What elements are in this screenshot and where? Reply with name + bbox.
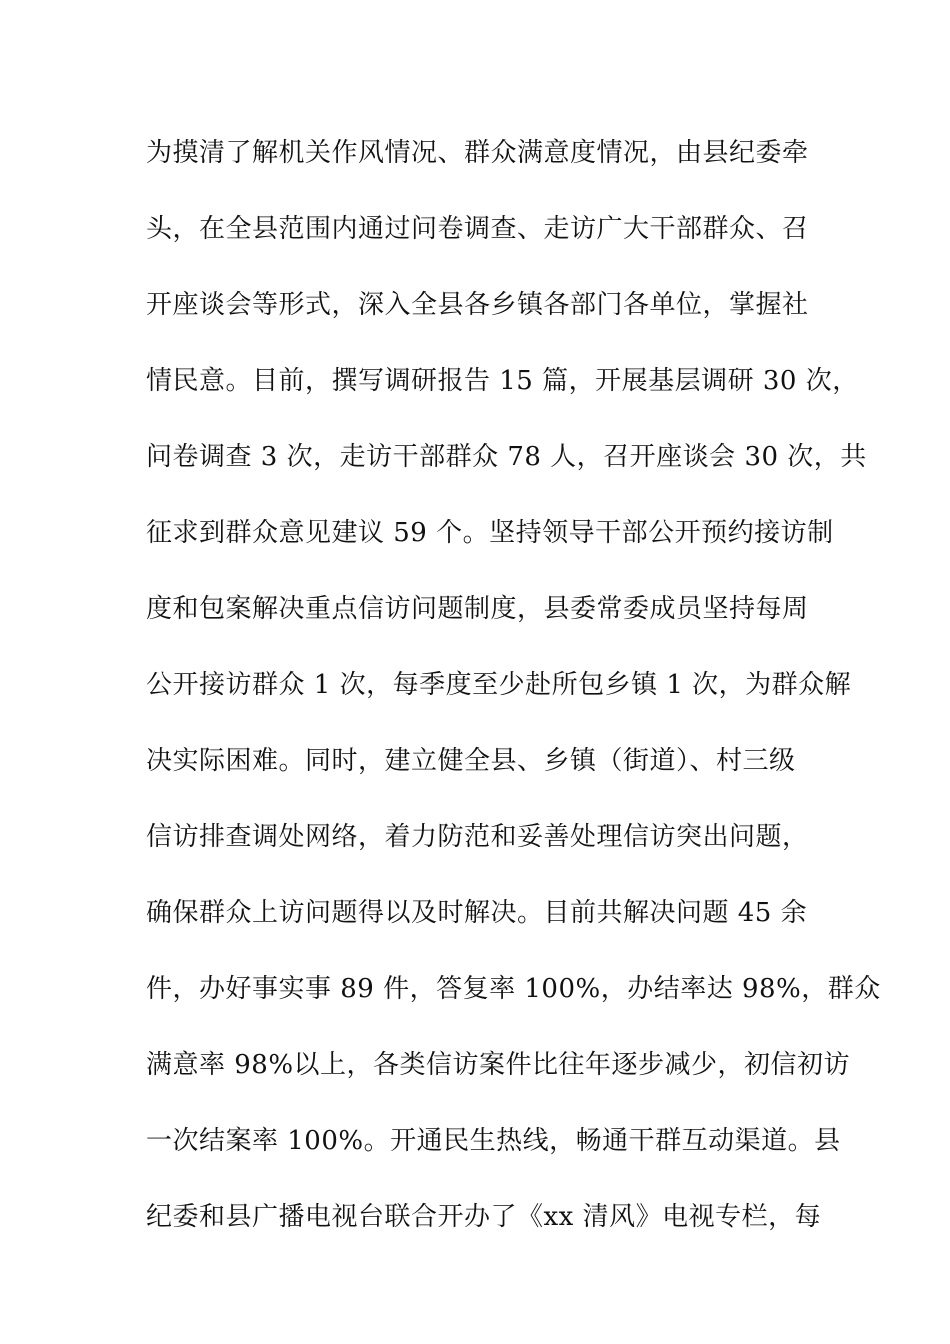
paragraph-line-1: 为摸清了解机关作风情况、群众满意度情况，由县纪委牵 xyxy=(146,138,809,168)
body-paragraph xyxy=(146,133,881,1273)
paragraph-line-3: 开座谈会等形式，深入全县各乡镇各部门各单位，掌握社 xyxy=(146,290,809,320)
paragraph-line-8: 公开接访群众 1 次，每季度至少赴所包乡镇 1 次，为群众解 xyxy=(146,670,852,700)
paragraph-line-11: 确保群众上访问题得以及时解决。目前共解决问题 45 余 xyxy=(146,898,808,928)
paragraph-line-5: 问卷调查 3 次，走访干部群众 78 人，召开座谈会 30 次，共 xyxy=(146,442,867,472)
paragraph-line-15: 纪委和县广播电视台联合开办了《xx 清风》电视专栏，每 xyxy=(146,1202,822,1232)
paragraph-line-14: 一次结案率 100%。开通民生热线，畅通干群互动渠道。县 xyxy=(146,1126,841,1156)
paragraph-line-6: 征求到群众意见建议 59 个。坚持领导干部公开预约接访制 xyxy=(146,518,834,548)
paragraph-line-12: 件，办好事实事 89 件，答复率 100%，办结率达 98%，群众 xyxy=(146,974,881,1004)
paragraph-line-9: 决实际困难。同时，建立健全县、乡镇（街道）、村三级 xyxy=(146,746,796,776)
paragraph-line-7: 度和包案解决重点信访问题制度，县委常委成员坚持每周 xyxy=(146,594,809,624)
paragraph-line-2: 头，在全县范围内通过问卷调查、走访广大干部群众、召 xyxy=(146,214,809,244)
paragraph-line-4: 情民意。目前，撰写调研报告 15 篇，开展基层调研 30 次， xyxy=(146,366,859,396)
paragraph-line-10: 信访排查调处网络，着力防范和妥善处理信访突出问题， xyxy=(146,822,809,852)
paragraph-line-13: 满意率 98%以上，各类信访案件比往年逐步减少，初信初访 xyxy=(146,1050,851,1080)
